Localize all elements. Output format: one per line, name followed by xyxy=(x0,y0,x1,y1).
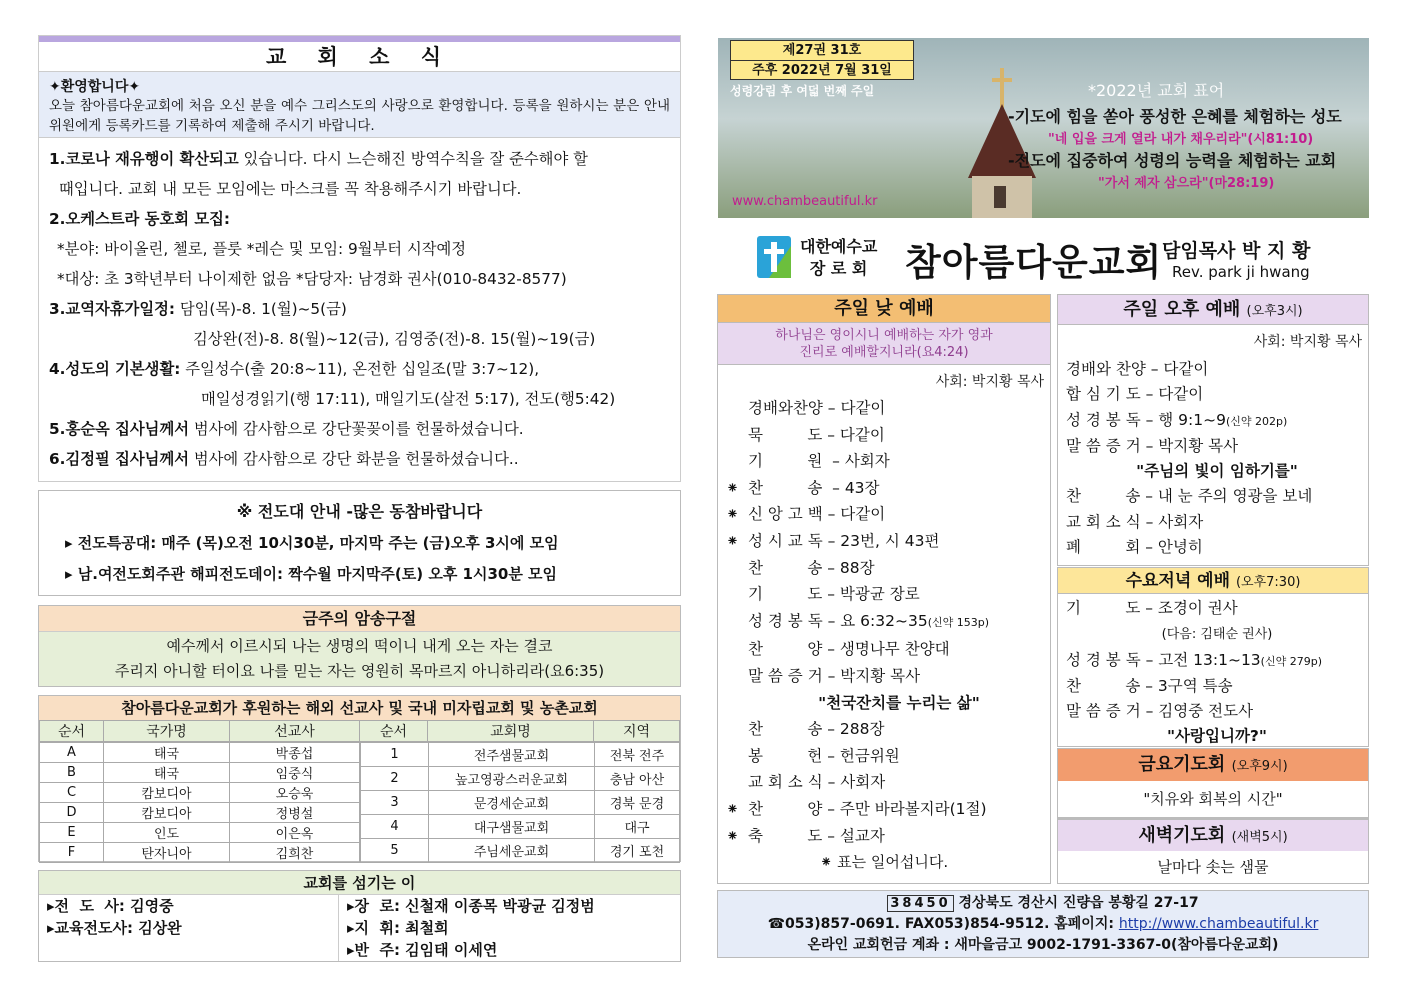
issue-box xyxy=(730,40,914,80)
liturgy-item xyxy=(726,395,1050,422)
sunday-afternoon-title: 주일 오후 예배 (오후3시) xyxy=(1058,295,1368,325)
liturgy-item xyxy=(726,716,1050,743)
mission-col-header: 국가명 xyxy=(104,721,230,742)
liturgical-week: 성령강림 후 여덟 번째 주일 xyxy=(730,84,875,98)
liturgy-item xyxy=(1066,510,1368,535)
issue-date: 주후 2022년 7월 31일 xyxy=(752,63,892,78)
memory-verse-section xyxy=(38,605,681,687)
liturgy-text: 기 도 – 조경이 권사 xyxy=(1066,599,1238,617)
liturgy-item xyxy=(1066,408,1368,434)
friday-theme: "치유와 회복의 시간" xyxy=(1143,790,1283,808)
liturgy-item xyxy=(726,690,1050,717)
servant-accompanist: ▸반 주: 김임태 이세연 xyxy=(347,941,498,959)
sunday-morning-verse-line-1: 하나님은 영이시니 예배하는 자가 영과 xyxy=(775,328,993,343)
church-name: 참아름다운교회 xyxy=(905,241,1163,284)
denomination-name xyxy=(800,236,877,280)
news-item-1: 1.코로나 재유행이 확산되고 있습니다. 다시 느슨해진 방역수칙을 잘 준수해야 할 xyxy=(49,150,588,168)
table-row: F 탄자니아 김희찬 xyxy=(40,843,360,863)
denomination-line-2: 장 로 회 xyxy=(809,259,868,278)
friday-title: 금요기도회 (오후9시) xyxy=(1058,749,1368,781)
liturgy-item xyxy=(726,636,1050,663)
servant-evangelist: ▸전 도 사: 김영중 xyxy=(47,897,174,915)
scripture-page-ref: (신약 202p) xyxy=(1225,414,1288,428)
website-text: www.chambeautiful.kr xyxy=(732,194,878,209)
welcome-body: 오늘 참아름다운교회에 처음 오신 분을 예수 그리스도의 사랑으로 환영합니다. 등록을 원하시는 분은 안내위원에게 등록카드를 기록하여 제출해 주시기 바랍니다. xyxy=(49,98,670,134)
news-item-2: 2.오케스트라 동호회 모집: xyxy=(49,210,230,228)
church-address xyxy=(717,890,1369,958)
welcome-title: ✦환영합니다✦ xyxy=(49,79,141,95)
evangelism-line-1: ▸ 전도특공대: 매주 (목)오전 10시30분, 마지막 주는 (금)오후 3시에 모임 xyxy=(65,534,559,552)
denomination-logo-icon xyxy=(757,236,791,278)
standing-mark: ⁕ xyxy=(726,531,739,550)
mission-col-header: 선교사 xyxy=(230,721,360,742)
wednesday-title: 수요저녁 예배 (오후7:30) xyxy=(1058,568,1368,594)
liturgy-item xyxy=(726,448,1050,475)
motto-verse-2: "가서 제자 삼으라"(마28:19) xyxy=(1098,176,1275,191)
motto-verse-1: "네 입을 크게 열라 내가 채우리라"(시81:10) xyxy=(1048,132,1314,147)
memory-verse-body xyxy=(39,632,680,686)
welcome-box xyxy=(39,72,680,138)
homepage-link[interactable]: http://www.chambeautiful.kr xyxy=(1118,916,1319,932)
news-item-2a: *분야: 바이올린, 첼로, 플룻 *레슨 및 모임: 9월부터 시작예정 xyxy=(57,240,467,258)
liturgy-item xyxy=(1066,459,1368,484)
liturgy-item xyxy=(726,581,1050,608)
liturgy-item xyxy=(726,663,1050,690)
liturgy-text: 찬 송 – 88장 xyxy=(748,558,875,577)
liturgy-text: 축 도 – 설교자 xyxy=(748,826,885,845)
memory-verse-line-1: 예수께서 이르시되 나는 생명의 떡이니 내게 오는 자는 결코 xyxy=(166,637,553,655)
servants-section xyxy=(38,870,681,962)
table-row: E 인도 이은옥 xyxy=(40,823,360,843)
servant-edu-evangelist: ▸교육전도사: 김상완 xyxy=(47,919,182,937)
mission-col-header: 순서 xyxy=(40,721,104,742)
evangelism-line-2: ▸ 남.여전도회주관 해피전도데이: 짝수월 마지막주(토) 오후 1시30분 모임 xyxy=(65,565,558,583)
news-item-6: 6.김정필 집사님께서 범사에 감사함으로 강단 화분을 헌물하셨습니다.. xyxy=(49,450,519,468)
liturgy-item xyxy=(1066,484,1368,509)
address-line-3: 온라인 교회헌금 계좌 : 새마을금고 9002-1791-3367-0(참아름다운교회) xyxy=(807,937,1279,953)
dawn-theme: 날마다 솟는 샘물 xyxy=(1157,858,1269,876)
liturgy-text: 말 씀 증 거 – 박지황 목사 xyxy=(1066,436,1239,455)
mission-col-header: 지역 xyxy=(594,721,680,742)
news-item-4: 4.성도의 기본생활: 주일성수(출 20:8~11), 온전한 십일조(말 3:7~12), xyxy=(49,360,540,378)
news-item-2b: *대상: 초 3학년부터 나이제한 없음 *담당자: 남경화 권사(010-8432-8577) xyxy=(57,270,567,288)
liturgy-item xyxy=(726,608,1050,637)
evangelism-title: ※ 전도대 안내 -많은 동참바랍니다 xyxy=(236,502,483,521)
table-row: 2 높고영광스러운교회 충남 아산 xyxy=(361,767,680,791)
servants-right xyxy=(339,895,595,961)
mission-support-section xyxy=(38,695,681,862)
liturgy-text: 성 경 봉 독 – 요 6:32~35 xyxy=(748,611,928,630)
liturgy-text: 봉 헌 – 헌금위원 xyxy=(748,746,900,765)
sunday-afternoon-leader: 사회: 박지황 목사 xyxy=(1253,334,1362,350)
news-title: 교 회 소 식 xyxy=(39,42,680,72)
phone-fax: ☎053)857-0691. FAX053)854-9512. 홈페이지: xyxy=(767,916,1119,932)
liturgy-text: 찬 송 – 288장 xyxy=(748,720,885,739)
servant-conductor: ▸지 휘: 최철희 xyxy=(347,919,449,937)
liturgy-text: 찬 송 – 43장 xyxy=(748,478,880,497)
denomination-line-1: 대한예수교 xyxy=(800,237,878,256)
standing-mark: ⁕ xyxy=(726,478,739,497)
liturgy-text: "사랑입니까?" xyxy=(1166,726,1267,745)
news-item-1-cont: 때입니다. 교회 내 모든 모임에는 마스크를 꼭 착용해주시기 바랍니다. xyxy=(59,180,522,198)
standing-note: ⁕ 표는 일어섭니다. xyxy=(819,853,949,872)
table-row: 5 주님세운교회 경기 포천 xyxy=(361,839,680,863)
sunday-morning-verse-line-2: 진리로 예배할지니라(요4:24) xyxy=(799,345,969,360)
liturgy-item xyxy=(726,823,1050,850)
liturgy-item xyxy=(726,501,1050,528)
liturgy-text: 합 심 기 도 – 다같이 xyxy=(1066,385,1204,404)
liturgy-text: "주님의 빛이 임하기를" xyxy=(1136,462,1298,481)
sunday-morning-order xyxy=(718,391,1050,849)
evangelism-section xyxy=(38,490,681,596)
standing-mark: ⁕ xyxy=(726,799,739,818)
scripture-page-ref: (신약 153p) xyxy=(927,615,990,629)
liturgy-item xyxy=(1066,357,1368,382)
table-row: 4 대구샘물교회 대구 xyxy=(361,815,680,839)
memory-verse-line-2: 주리지 아니할 터이요 나를 믿는 자는 영원히 목마르지 아니하리라(요6:35) xyxy=(114,662,605,680)
news-item-3-cont: 김상완(전)-8. 8(월)~12(금), 김영중(전)-8. 15(월)~19(금) xyxy=(193,330,596,348)
memory-verse-title: 금주의 암송구절 xyxy=(39,606,680,632)
mission-rows xyxy=(39,742,680,863)
mission-col-header: 교회명 xyxy=(428,721,594,742)
servants-title: 교회를 섬기는 이 xyxy=(39,871,680,895)
mission-title: 참아름다운교회가 후원하는 해외 선교사 및 국내 미자립교회 및 농촌교회 xyxy=(39,696,680,720)
issue-volume: 제27권 31호 xyxy=(731,41,913,61)
friday-prayer-meeting xyxy=(1057,748,1369,818)
liturgy-text: (다음: 김태순 권사) xyxy=(1161,626,1273,642)
address-line-2 xyxy=(718,914,1368,935)
overseas-missionary-table xyxy=(39,742,360,863)
motto-title: *2022년 교회 표어 xyxy=(1088,81,1225,100)
standing-mark: ⁕ xyxy=(726,826,739,845)
motto-goal-2: -전도에 집중하여 성령의 능력을 체험하는 교회 xyxy=(1008,151,1337,170)
wednesday-order xyxy=(1058,594,1368,749)
liturgy-item xyxy=(1066,699,1368,724)
table-row: A 태국 박종섭 xyxy=(40,743,360,763)
scripture-page-ref: (신약 279p) xyxy=(1260,654,1322,668)
mission-table xyxy=(39,720,680,742)
liturgy-text: 성 경 봉 독 – 고전 13:1~13 xyxy=(1066,650,1261,669)
liturgy-item xyxy=(1066,535,1368,560)
liturgy-text: 찬 송 – 내 눈 주의 영광을 보네 xyxy=(1066,487,1313,506)
servants-body xyxy=(39,895,680,961)
liturgy-item xyxy=(726,555,1050,582)
liturgy-text: 말 씀 증 거 – 박지황 목사 xyxy=(748,666,921,685)
liturgy-item xyxy=(1066,434,1368,459)
news-item-4-cont: 매일성경읽기(행 17:11), 매일기도(살전 5:17), 전도(행5:42) xyxy=(201,390,616,408)
sunday-morning-title: 주일 낮 예배 xyxy=(718,295,1050,323)
church-steeple-icon xyxy=(958,68,1048,218)
liturgy-text: 경배와찬양 – 다같이 xyxy=(748,399,886,417)
dawn-title: 새벽기도회 (새벽5시) xyxy=(1058,819,1368,851)
sunday-morning-verse xyxy=(718,323,1050,365)
servants-left xyxy=(39,895,339,961)
header-banner xyxy=(718,38,1369,218)
liturgy-text: 기 원 – 사회자 xyxy=(748,452,890,471)
liturgy-text: 교 회 소 식 – 사회자 xyxy=(748,773,886,792)
liturgy-text: 성 시 교 독 – 23번, 시 43편 xyxy=(748,531,940,550)
liturgy-text: 찬 양 – 생명나무 찬양대 xyxy=(748,640,950,659)
news-items xyxy=(39,138,680,480)
liturgy-item xyxy=(1066,724,1368,749)
news-item-5: 5.홍순옥 집사님께서 범사에 감사함으로 강단꽃꽂이를 헌물하셨습니다. xyxy=(49,420,524,438)
table-row: D 캄보디아 정병설 xyxy=(40,803,360,823)
sunday-afternoon-service xyxy=(1057,294,1369,566)
liturgy-item xyxy=(726,796,1050,823)
table-row: 3 문경세순교회 경북 문경 xyxy=(361,791,680,815)
liturgy-item xyxy=(1066,596,1368,621)
liturgy-text: "천국잔치를 누리는 삶" xyxy=(818,693,980,712)
servant-elders: ▸장 로: 신철재 이종목 박광균 김정범 xyxy=(347,897,595,915)
liturgy-text: 묵 도 – 다같이 xyxy=(748,425,885,444)
sunday-morning-service xyxy=(717,294,1051,884)
table-row: 1 전주샘물교회 전북 전주 xyxy=(361,743,680,767)
pastor-name: 담임목사 박 지 황 xyxy=(1162,240,1311,262)
liturgy-item xyxy=(726,475,1050,502)
table-row: B 태국 임중식 xyxy=(40,763,360,783)
liturgy-text: 신 앙 고 백 – 다같이 xyxy=(748,505,886,524)
table-row: C 캄보디아 오승욱 xyxy=(40,783,360,803)
address-line-1 xyxy=(718,893,1368,914)
domestic-church-table xyxy=(360,742,680,863)
news-item-3: 3.교역자휴가일정: 담임(목)-8. 1(월)~5(금) xyxy=(49,300,347,318)
liturgy-item xyxy=(1066,648,1368,675)
street-address: 경상북도 경산시 진량읍 봉황길 27-17 xyxy=(953,895,1199,911)
motto-goal-1: -기도에 힘을 쏟아 풍성한 은혜를 체험하는 성도 xyxy=(1008,107,1342,126)
liturgy-text: 찬 송 – 3구역 특송 xyxy=(1066,677,1233,696)
wednesday-service xyxy=(1057,567,1369,747)
liturgy-text: 경배와 찬양 – 다같이 xyxy=(1066,360,1209,378)
liturgy-item xyxy=(1066,621,1368,648)
liturgy-text: 찬 양 – 주만 바라볼지라(1절) xyxy=(748,799,987,818)
liturgy-item xyxy=(1066,382,1368,407)
standing-mark: ⁕ xyxy=(726,505,739,524)
liturgy-text: 폐 회 – 안녕히 xyxy=(1066,538,1203,557)
liturgy-item xyxy=(726,528,1050,555)
liturgy-item xyxy=(726,769,1050,796)
pastor-name-english: Rev. park ji hwang xyxy=(1172,263,1310,281)
liturgy-item xyxy=(1066,674,1368,699)
mission-col-header: 순서 xyxy=(360,721,428,742)
liturgy-item xyxy=(726,743,1050,770)
liturgy-text: 교 회 소 식 – 사회자 xyxy=(1066,512,1204,531)
sunday-afternoon-order xyxy=(1058,351,1368,560)
liturgy-text: 말 씀 증 거 – 김영중 전도사 xyxy=(1066,702,1254,721)
liturgy-text: 기 도 – 박광균 장로 xyxy=(748,585,920,604)
postal-code: 38450 xyxy=(887,895,953,912)
dawn-prayer-meeting xyxy=(1057,818,1369,884)
liturgy-text: 성 경 봉 독 – 행 9:1~9 xyxy=(1066,410,1226,429)
liturgy-item xyxy=(726,422,1050,449)
sunday-morning-leader: 사회: 박지황 목사 xyxy=(935,374,1044,390)
church-news-section xyxy=(38,35,681,482)
